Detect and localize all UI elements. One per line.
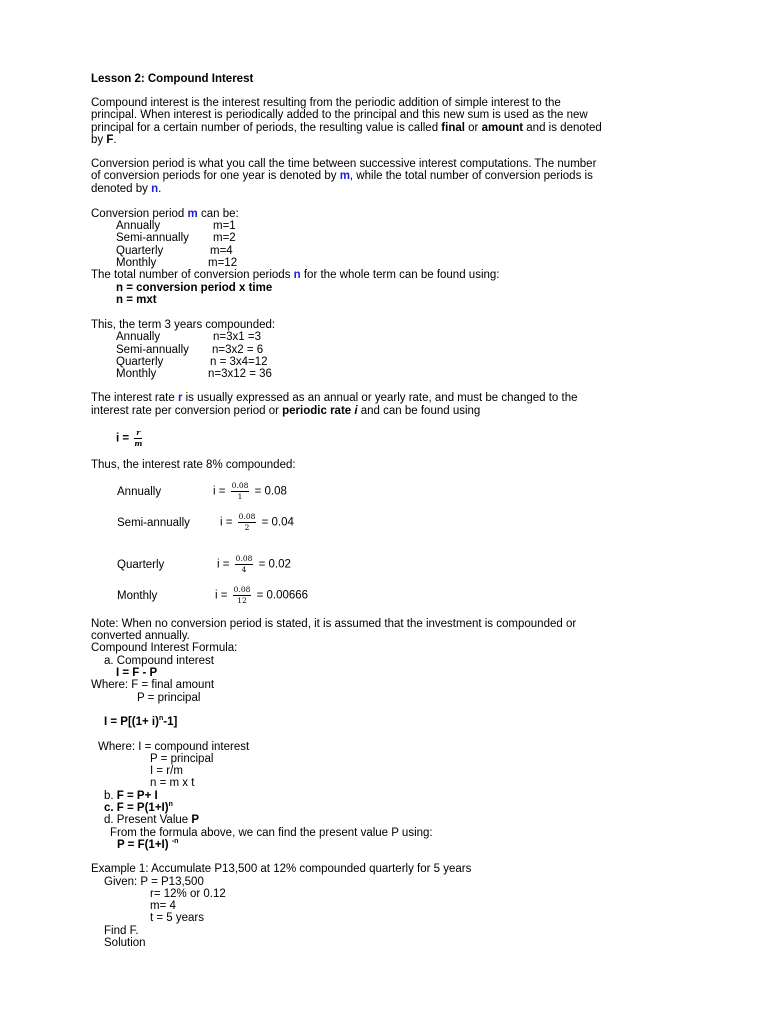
term-value: n=3x1 =3	[213, 331, 261, 343]
example-given: Given: P = P13,500	[104, 876, 204, 888]
rate-formula: i = $\frac{r}{m}$	[116, 428, 143, 448]
formula-c: c. $F = P(1+I)^n$	[104, 801, 173, 814]
thus-formula: i = $\frac{0.08}{2}$ = 0.04	[220, 512, 294, 532]
formula-heading: Compound Interest Formula:	[91, 642, 238, 654]
note-line-2: converted annually.	[91, 630, 190, 642]
formula-where-2-item: P = principal	[150, 753, 214, 765]
conversion-line-1: Conversion period is what you call the time between successive interest computations. The number	[91, 158, 597, 170]
example-given-item: t = 5 years	[150, 912, 205, 924]
total-periods-text: The total number of conversion periods n for the whole term can be found using:	[91, 269, 500, 281]
formula-b: b. F = P+ I	[104, 790, 158, 802]
example-given-item: r= 12% or 0.12	[150, 888, 226, 900]
m-list-value: m=4	[210, 245, 233, 257]
formula-d-text: From the formula above, we can find the present value P using:	[110, 827, 433, 839]
rate-line-2: interest rate per conversion period or periodic rate i and can be found using	[91, 405, 481, 417]
term-value: n = 3x4=12	[210, 356, 268, 368]
formula-main-equation: $I = P[(1+ i)^n-1]$	[104, 715, 178, 728]
term-label: Semi-annually	[116, 344, 189, 356]
formula-d: d. Present Value P	[104, 814, 200, 826]
term-label: Quarterly	[116, 356, 164, 368]
formula-a-label: a. Compound interest	[104, 655, 214, 667]
thus-label: Monthly	[117, 590, 158, 602]
thus-label: Quarterly	[117, 559, 165, 571]
formula-d-equation: P = F(1+I) $^{-n}$	[117, 838, 179, 851]
m-list-value: m=12	[208, 257, 238, 269]
formula-where-1b: P = principal	[137, 692, 201, 704]
formula-where-1: Where: F = final amount	[91, 679, 215, 691]
m-list-intro: Conversion period m can be:	[91, 208, 239, 220]
thus-label: Semi-annually	[117, 517, 190, 529]
term-label: Monthly	[116, 368, 157, 380]
conversion-line-3: denoted by n.	[91, 183, 162, 195]
term-value: n=3x2 = 6	[212, 344, 264, 356]
example-given-item: m= 4	[150, 900, 176, 912]
thus-label: Annually	[117, 486, 162, 498]
example-title: Example 1: Accumulate P13,500 at 12% compounded quarterly for 5 years	[91, 863, 472, 875]
term-value: n=3x12 = 36	[208, 368, 272, 380]
m-list-label: Semi-annually	[116, 232, 189, 244]
rate-line-1: The interest rate r is usually expressed as an annual or yearly rate, and must be changed to the	[91, 392, 578, 404]
conversion-line-2: of conversion periods for one year is denoted by m, while the total number of conversion periods is	[91, 170, 593, 182]
formula-a-equation: I = F - P	[116, 667, 158, 679]
intro-line-2: principal. When interest is periodically added to the principal and this new sum is used as the new	[91, 109, 588, 121]
total-formula-1: n = conversion period x time	[116, 282, 273, 294]
intro-line-3: principal for a certain number of periods, the resulting value is called final or amount and is denoted	[91, 122, 602, 134]
m-list-label: Monthly	[116, 257, 157, 269]
total-formula-2: n = mxt	[116, 294, 157, 306]
example-solution: Solution	[104, 937, 146, 949]
intro-line-4: by F.	[91, 134, 117, 146]
thus-formula: i = $\frac{0.08}{4}$ = 0.02	[217, 554, 291, 574]
term-intro: This, the term 3 years compounded:	[91, 319, 276, 331]
m-list-value: m=2	[213, 232, 236, 244]
m-list-label: Annually	[116, 220, 161, 232]
formula-where-2-item: n = m x t	[150, 777, 195, 789]
formula-where-2-item: I = r/m	[150, 765, 183, 777]
term-label: Annually	[116, 331, 161, 343]
formula-where-2: Where: I = compound interest	[98, 741, 250, 753]
example-find: Find F.	[104, 925, 139, 937]
thus-intro: Thus, the interest rate 8% compounded:	[91, 459, 296, 471]
thus-formula: i = $\frac{0.08}{1}$ = 0.08	[213, 481, 287, 501]
intro-line-1: Compound interest is the interest resulting from the periodic addition of simple interest to the	[91, 97, 561, 109]
note-line-1: Note: When no conversion period is stated, it is assumed that the investment is compounded or	[91, 618, 577, 630]
m-list-value: m=1	[213, 220, 236, 232]
page-title: Lesson 2: Compound Interest	[91, 73, 254, 85]
thus-formula: i = $\frac{0.08}{12}$ = 0.00666	[215, 585, 309, 605]
m-list-label: Quarterly	[116, 245, 164, 257]
